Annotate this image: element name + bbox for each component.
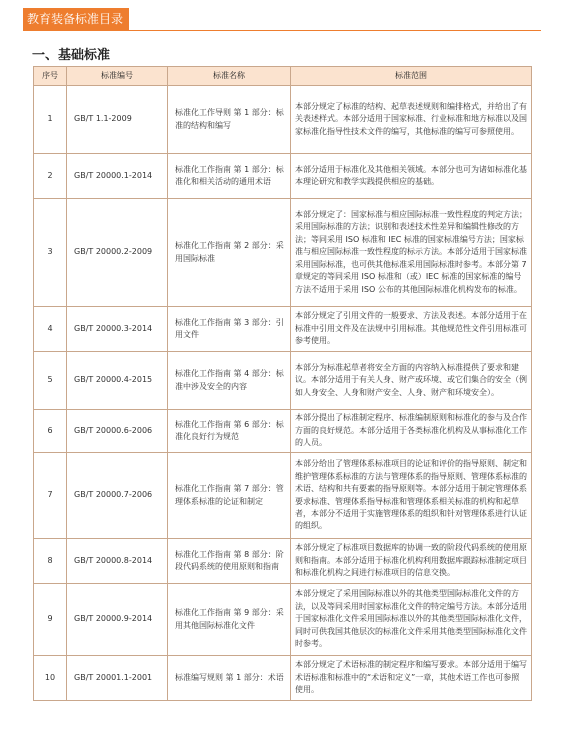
cell-scope: 本部分规定了：国家标准与相应国际标准一致性程度的判定方法；采用国际标准的方法；识别和表述技术性差异和编辑性修改的方法；等同采用 ISO 标准和 IEC 标准的国家标准编号方法；国家标准与相应国际标准一致性程度的标示方法。本部分适用于国家标准采用国际标准，也可供其他标准采用国际标准时参考。本部分第 7 章规定的等同采用 ISO 标准和（或）IEC 标准的国家标准的编号方法不适用于采用 ISO 公布的其他国际标准化机构发布的标准。 [291,199,532,307]
column-header-code: 标准编号 [67,67,168,86]
cell-no: 3 [34,199,67,307]
cell-code: GB/T 20000.7-2006 [67,453,168,539]
cell-name: 标准化工作指南 第 2 部分：采用国际标准 [168,199,291,307]
cell-scope: 本部分规定了标准项目数据库的协调一致的阶段代码系统的使用原则和指南。本部分适用于标准化机构利用数据库跟踪标准制定项目和标准化机构之间进行标准项目的信息交换。 [291,539,532,584]
cell-scope: 本部分规定了术语标准的制定程序和编写要求。本部分适用于编写术语标准和标准中的“术语和定义”一章，其他术语工作也可参照使用。 [291,656,532,701]
cell-no: 4 [34,307,67,352]
column-header-scope: 标准范围 [291,67,532,86]
cell-no: 2 [34,154,67,199]
cell-code: GB/T 1.1-2009 [67,86,168,154]
cell-no: 5 [34,352,67,410]
cell-no: 9 [34,584,67,656]
column-header-name: 标准名称 [168,67,291,86]
cell-name: 标准化工作导则 第 1 部分：标准的结构和编写 [168,86,291,154]
section-title: 一、基础标准 [32,48,111,63]
cell-scope: 本部分适用于标准化及其他相关领域。本部分也可为诸如标准化基本理论研究和教学实践提供相应的基础。 [291,154,532,199]
cell-name: 标准编写规则 第 1 部分：术语 [168,656,291,701]
column-header-no: 序号 [34,67,67,86]
cell-no: 6 [34,410,67,453]
cell-name: 标准化工作指南 第 6 部分：标准化良好行为规范 [168,410,291,453]
table-row [34,539,532,584]
cell-code: GB/T 20000.2-2009 [67,199,168,307]
cell-name: 标准化工作指南 第 4 部分：标准中涉及安全的内容 [168,352,291,410]
cell-name: 标准化工作指南 第 7 部分：管理体系标准的论证和制定 [168,453,291,539]
table-row [34,584,532,656]
table-row [34,410,532,453]
table-row [34,199,532,307]
cell-name: 标准化工作指南 第 1 部分：标准化和相关活动的通用术语 [168,154,291,199]
cell-scope: 本部分规定了引用文件的一般要求、方法及表述。本部分适用于在标准中引用文件及在法规中引用标准。其他规范性文件引用标准可参考使用。 [291,307,532,352]
table-row [34,86,532,154]
cell-name: 标准化工作指南 第 8 部分：阶段代码系统的使用原则和指南 [168,539,291,584]
table-row [34,154,532,199]
standards-table [33,66,532,701]
cell-no: 10 [34,656,67,701]
cell-scope: 本部分给出了管理体系标准项目的论证和评价的指导原则、制定和维护管理体系标准的方法与管理体系的指导原则、管理体系标准的术语、结构和共有要素的指导原则等。本部分适用于制定管理体系要求标准、管理体系指导标准和管理体系相关标准的机构和起草者，本部分不适用于实施管理体系的组织和针对管理体系进行认证的组织。 [291,453,532,539]
table-row [34,656,532,701]
cell-no: 7 [34,453,67,539]
cell-code: GB/T 20000.9-2014 [67,584,168,656]
header-divider [23,30,541,31]
table-row [34,352,532,410]
cell-scope: 本部分规定了标准的结构、起草表述规则和编排格式，并给出了有关表述样式。本部分适用于国家标准、行业标准和地方标准以及国家标准化指导性技术文件的编写，其他标准的编写可参照使用。 [291,86,532,154]
cell-no: 1 [34,86,67,154]
cell-name: 标准化工作指南 第 9 部分：采用其他国际标准化文件 [168,584,291,656]
header-tab: 教育装备标准目录 [23,8,129,31]
cell-code: GB/T 20001.1-2001 [67,656,168,701]
cell-no: 8 [34,539,67,584]
cell-name: 标准化工作指南 第 3 部分：引用文件 [168,307,291,352]
cell-scope: 本部分规定了采用国际标准以外的其他类型国际标准化文件的方法，以及等同采用时国家标准化文件的特定编号方法。本部分适用于国家标准化文件采用国际标准以外的其他类型国际标准化文件，同时可供我国其他层次的标准化文件采用其他类型国际标准化文件时参考。 [291,584,532,656]
cell-code: GB/T 20000.8-2014 [67,539,168,584]
cell-code: GB/T 20000.1-2014 [67,154,168,199]
cell-scope: 本部分提出了标准制定程序、标准编制原则和标准化的参与及合作方面的良好规范。本部分适用于各类标准化机构及从事标准化工作的人员。 [291,410,532,453]
table-row [34,307,532,352]
cell-code: GB/T 20000.4-2015 [67,352,168,410]
header-bar [0,8,564,31]
cell-code: GB/T 20000.6-2006 [67,410,168,453]
cell-code: GB/T 20000.3-2014 [67,307,168,352]
cell-scope: 本部分为标准起草者将安全方面的内容纳入标准提供了要求和建议。本部分适用于有关人身、财产或环境、或它们集合的安全（例如人身安全、人身和财产安全、人身、财产和环境安全）。 [291,352,532,410]
table-header-row [34,67,532,86]
table-row [34,453,532,539]
